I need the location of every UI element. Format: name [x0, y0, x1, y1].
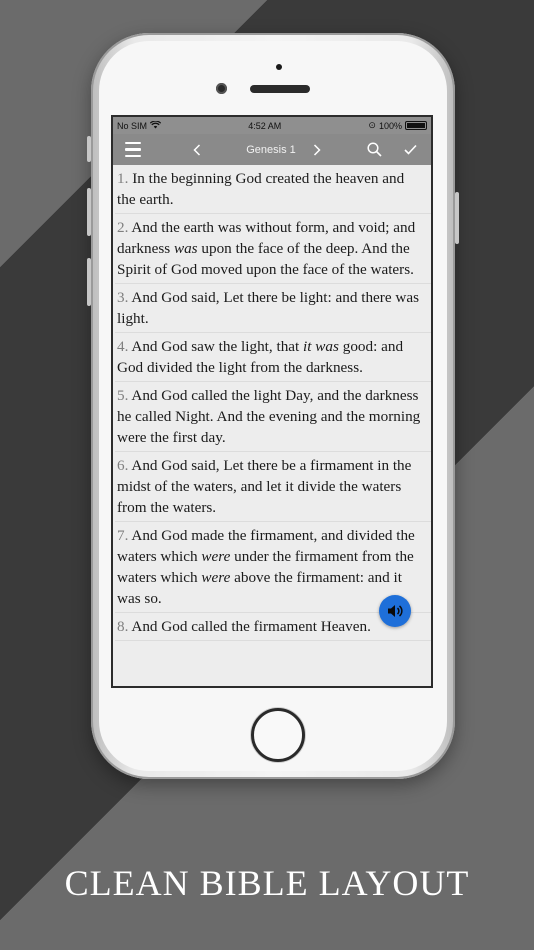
battery-icon [405, 121, 427, 130]
verse-text: In the beginning God created the heaven and the earth. [117, 170, 405, 208]
verse-row[interactable] [115, 382, 431, 452]
verse-number: 6. [117, 457, 129, 474]
orientation-lock-icon: ⊙ [368, 120, 376, 130]
verse-row[interactable] [115, 165, 431, 214]
status-bar [113, 117, 431, 134]
verse-number: 8. [117, 618, 129, 635]
verse-row[interactable] [115, 284, 431, 333]
volume-down-button [87, 258, 91, 306]
verse-row[interactable] [115, 333, 431, 382]
verse-text: above the firmament: and it was so. [117, 569, 402, 607]
wifi-icon [150, 121, 161, 131]
mute-switch [87, 136, 91, 162]
verse-number: 1. [117, 170, 129, 187]
checkmark-icon[interactable] [401, 134, 419, 165]
verse-text: And God said, Let there be a firmament in the midst of the waters, and let it divide the waters from the waters. [117, 457, 412, 516]
power-button [455, 192, 459, 244]
audio-play-button[interactable] [379, 595, 411, 627]
proximity-sensor [276, 64, 282, 70]
verse-text: And the earth was without form, and void; and darkness [117, 219, 416, 257]
hamburger-menu-icon[interactable] [123, 134, 143, 165]
chevron-right-icon[interactable] [309, 134, 325, 165]
verse-text: And God saw the light, that [131, 338, 304, 355]
verse-italic-text: was [173, 240, 198, 257]
verse-list [113, 165, 431, 641]
carrier-label: No SIM [117, 120, 148, 131]
battery-percent: 100% [378, 120, 402, 131]
verse-text: good: and God divided the light from the darkness. [117, 338, 404, 376]
home-button[interactable] [251, 708, 305, 762]
verse-number: 2. [117, 219, 129, 236]
volume-up-button [87, 188, 91, 236]
status-time: 4:52 AM [248, 120, 282, 131]
verse-text: And God called the light Day, and the darkness he called Night. And the evening and the morning were the first day. [117, 387, 421, 446]
verse-number: 4. [117, 338, 129, 355]
verse-italic-text: it was [303, 338, 339, 355]
chevron-left-icon[interactable] [189, 134, 205, 165]
verse-text: under the firmament from the waters which [117, 548, 414, 586]
verse-row[interactable] [115, 214, 431, 284]
verse-text: And God called the firmament Heaven. [131, 618, 371, 635]
speaker-icon [386, 603, 404, 619]
search-icon[interactable] [365, 134, 383, 165]
navigation-bar [113, 134, 431, 165]
front-camera [216, 83, 227, 94]
verse-row[interactable] [115, 452, 431, 522]
app-screen [111, 115, 433, 688]
earpiece-speaker [250, 85, 310, 93]
verse-text: upon the face of the deep. And the Spirit of God moved upon the face of the waters. [117, 240, 414, 278]
verse-number: 3. [117, 289, 129, 306]
verse-text: And God said, Let there be light: and there was light. [117, 289, 419, 327]
verse-italic-text: were [201, 548, 231, 565]
chapter-title[interactable]: Genesis 1 [246, 143, 296, 156]
promo-caption: CLEAN BIBLE LAYOUT [64, 863, 470, 903]
verse-text: And God made the firmament, and divided the waters which [117, 527, 415, 565]
verse-italic-text: were [201, 569, 231, 586]
verse-number: 5. [117, 387, 129, 404]
verse-number: 7. [117, 527, 129, 544]
